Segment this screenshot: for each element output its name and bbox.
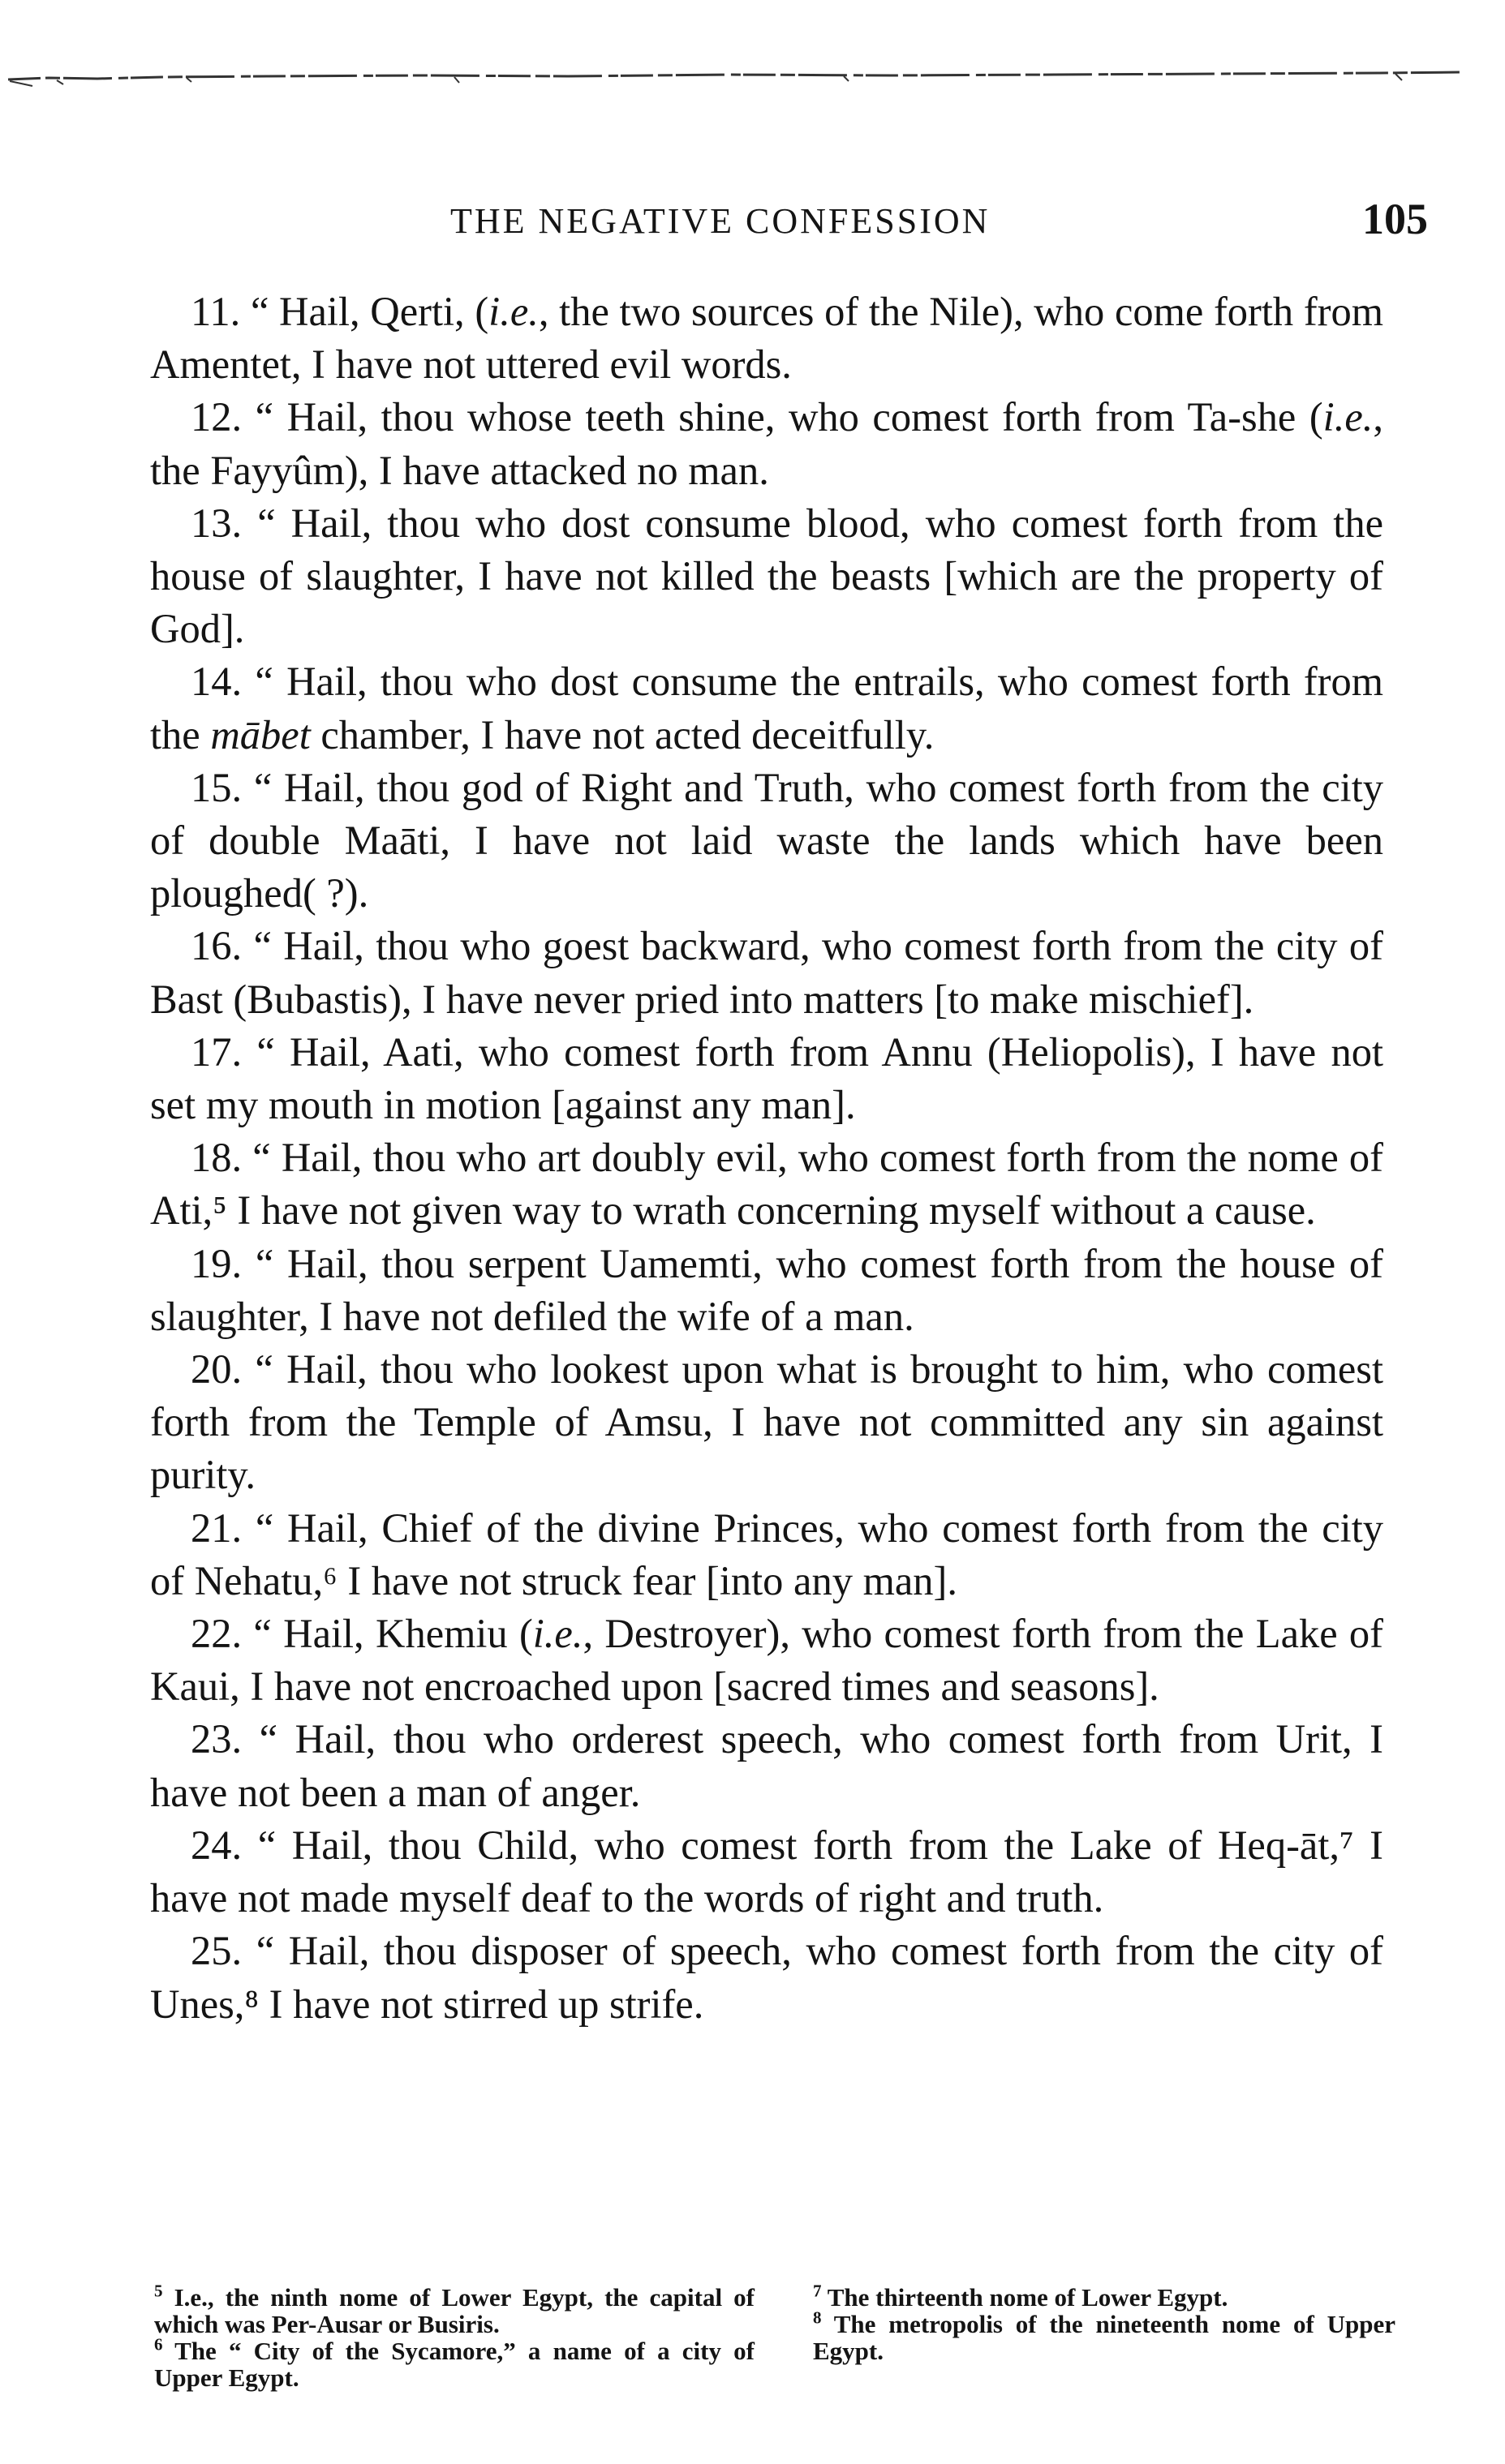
paragraph-24: 24. “ Hail, thou Child, who comest forth from the Lake of Heq-āt,⁷ I have not made myself deaf to the words of right and truth. <box>150 1822 1383 1921</box>
paragraph-18: 18. “ Hail, thou who art doubly evil, who comest forth from the nome of Ati,⁵ I have not given way to wrath concerning myself without a cause. <box>150 1135 1383 1234</box>
paragraph-12: 12. “ Hail, thou whose teeth shine, who comest forth from Ta-she (i.e., the Fayyûm), I have attacked no man. <box>150 394 1383 493</box>
footnotes-left-column <box>154 2281 755 2392</box>
footnotes-right-column <box>813 2281 1395 2365</box>
paragraph-19: 19. “ Hail, thou serpent Uamemti, who comest forth from the house of slaughter, I have not defiled the wife of a man. <box>150 1240 1383 1339</box>
paragraph-13: 13. “ Hail, thou who dost consume blood, who comest forth from the house of slaughter, I have not killed the beasts [which are the property of God]. <box>150 500 1383 652</box>
footnote-6: $^6$ The “ City of the Sycamore,” a name of a city of Upper Egypt. <box>154 2334 755 2392</box>
page-header <box>450 191 1428 243</box>
paragraph-23: 23. “ Hail, thou who orderest speech, who comest forth from Urit, I have not been a man of anger. <box>150 1716 1383 1815</box>
paragraph-11: 11. “ Hail, Qerti, (i.e., the two sources of the Nile), who come forth from Amentet, I have not uttered evil words. <box>150 289 1383 388</box>
scan-artifact-line <box>0 57 1505 89</box>
paragraph-25: 25. “ Hail, thou disposer of speech, who comest forth from the city of Unes,⁸ I have not stirred up strife. <box>150 1928 1383 2027</box>
paragraph-17: 17. “ Hail, Aati, who comest forth from Annu (Heliopolis), I have not set my mouth in motion [against any man]. <box>150 1028 1383 1128</box>
footnote-5: $^5$ I.e., the ninth nome of Lower Egypt, the capital of which was Per-Ausar or Busiris. <box>154 2281 755 2338</box>
paragraph-22: 22. “ Hail, Khemiu (i.e., Destroyer), who comest forth from the Lake of Kaui, I have not encroached upon [sacred times and seasons]. <box>150 1611 1383 1710</box>
paragraph-20: 20. “ Hail, thou who lookest upon what is brought to him, who comest forth from the Temple of Amsu, I have not committed any sin against purity. <box>150 1346 1383 1498</box>
footnote-8: $^8$ The metropolis of the nineteenth nome of Upper Egypt. <box>813 2307 1395 2365</box>
paragraph-14: 14. “ Hail, thou who dost consume the entrails, who comest forth from the mābet chamber, I have not acted deceitfully. <box>150 659 1383 758</box>
paragraph-16: 16. “ Hail, thou who goest backward, who comest forth from the city of Bast (Bubastis), I have never pried into matters [to make mischief]. <box>150 923 1383 1022</box>
paragraph-15: 15. “ Hail, thou god of Right and Truth, who comest forth from the city of double Maāti, I have not laid waste the lands which have been ploughed( ?). <box>150 764 1383 916</box>
footnote-7: $^7$ The thirteenth nome of Lower Egypt. <box>813 2281 1228 2312</box>
running-head: THE NEGATIVE CONFESSION <box>450 201 991 241</box>
paragraph-21: 21. “ Hail, Chief of the divine Princes, who comest forth from the city of Nehatu,⁶ I have not struck fear [into any man]. <box>150 1505 1383 1603</box>
confession-text <box>150 285 1383 2031</box>
page-number: 105 <box>1362 195 1428 243</box>
